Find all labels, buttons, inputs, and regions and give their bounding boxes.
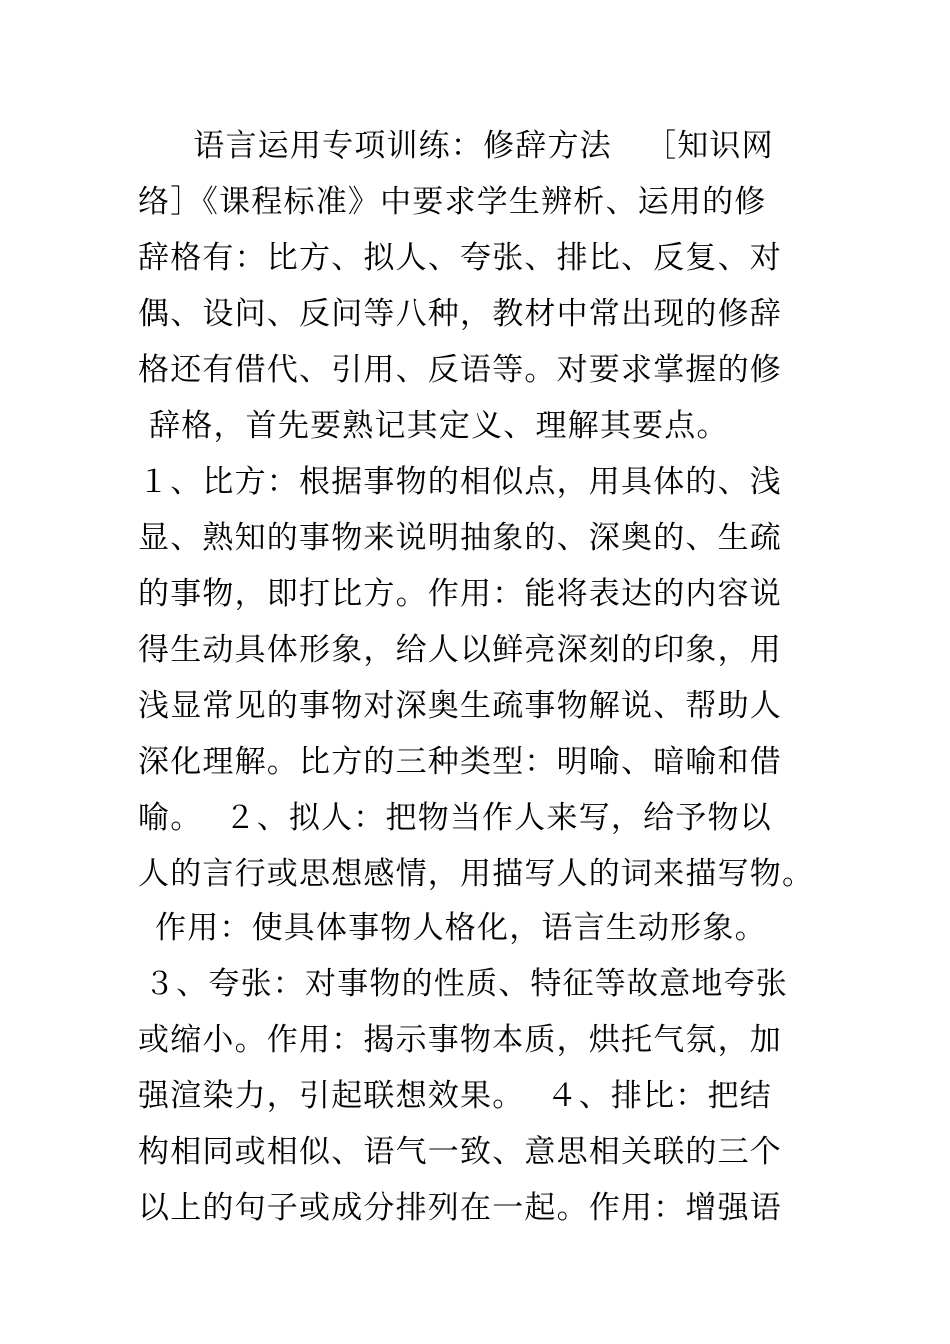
text-line: 语言运用专项训练：修辞方法 ［知识网 [138, 128, 774, 164]
text-line: 辞格，首先要熟记其定义、理解其要点。 [138, 408, 729, 444]
text-line: 格还有借代、引用、反语等。对要求掌握的修 [138, 352, 782, 388]
text-line: 作用：使具体事物人格化，语言生动形象。 [155, 910, 767, 946]
text-line: 得生动具体形象，给人以鲜亮深刻的印象，用 [138, 632, 782, 668]
text-line: 偶、设问、反问等八种，教材中常出现的修辞 [138, 296, 782, 332]
text-line: 深化理解。比方的三种类型：明喻、暗喻和借 [138, 744, 782, 780]
text-line: ３、夸张：对事物的性质、特征等故意地夸张 [144, 966, 788, 1002]
text-line: 人的言行或思想感情，用描写人的词来描写物。 [138, 856, 815, 892]
text-line: 浅显常见的事物对深奥生疏事物解说、帮助人 [138, 688, 782, 724]
text-line: １、比方：根据事物的相似点，用具体的、浅 [138, 464, 782, 500]
text-line: 构相同或相似、语气一致、意思相关联的三个 [138, 1134, 782, 1170]
text-line: 络］《课程标准》中要求学生辨析、运用的修 [138, 184, 767, 220]
text-line: 喻。 ２、拟人：把物当作人来写，给予物以 [138, 800, 772, 836]
text-line: 强渲染力，引起联想效果。 ４、排比：把结 [138, 1078, 772, 1114]
text-line: 辞格有：比方、拟人、夸张、排比、反复、对 [138, 240, 782, 276]
text-line: 以上的句子或成分排列在一起。作用：增强语 [138, 1190, 782, 1226]
text-line: 的事物，即打比方。作用：能将表达的内容说 [138, 576, 782, 612]
text-line: 或缩小。作用：揭示事物本质，烘托气氛，加 [138, 1022, 782, 1058]
text-line: 显、熟知的事物来说明抽象的、深奥的、生疏 [138, 520, 782, 556]
